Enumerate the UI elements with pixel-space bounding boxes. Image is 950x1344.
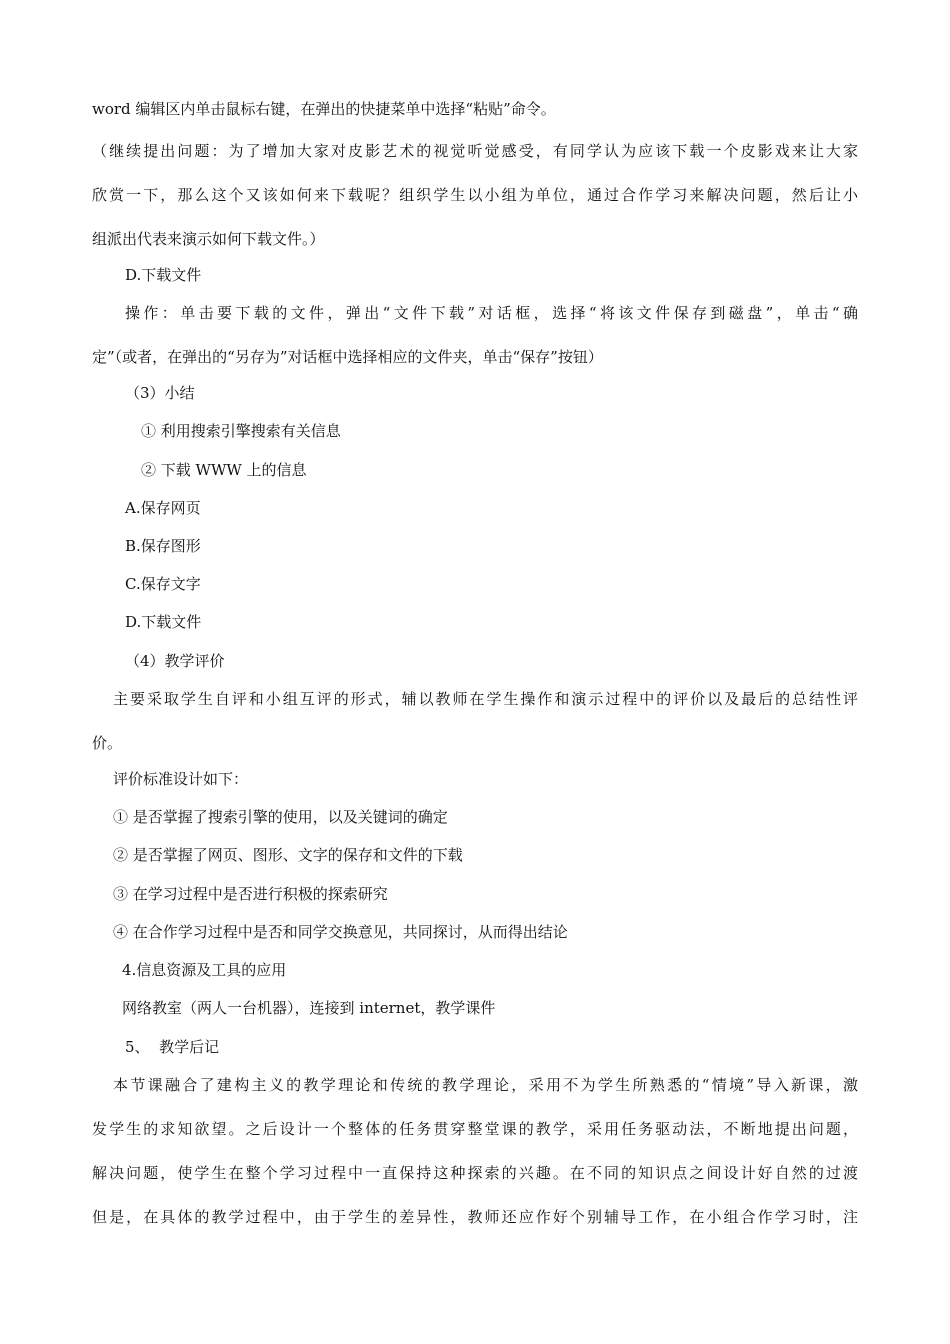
section-heading: （4）教学评价 — [125, 652, 225, 670]
paragraph-line: 价。 — [92, 734, 123, 752]
paragraph-line: 欣赏一下，那么这个又该如何来下载呢？组织学生以小组为单位，通过合作学习来解决问题，然后让小 — [92, 186, 858, 204]
paragraph-line: 主要采取学生自评和小组互评的形式，辅以教师在学生操作和演示过程中的评价以及最后的总结性评 — [113, 690, 858, 708]
criteria-item: ① 是否掌握了搜索引擎的使用，以及关键词的确定 — [113, 808, 448, 826]
paragraph-line: 定”（或者，在弹出的“另存为”对话框中选择相应的文件夹，单击“保存”按钮） — [92, 348, 603, 366]
paragraph-line: 组派出代表来演示如何下载文件。） — [92, 230, 325, 248]
paragraph-line: 本节课融合了建构主义的教学理论和传统的教学理论，采用不为学生所熟悉的“情境”导入新课，激 — [113, 1076, 858, 1094]
paragraph-line: 评价标准设计如下： — [113, 770, 249, 788]
criteria-item: ② 是否掌握了网页、图形、文字的保存和文件的下载 — [113, 846, 463, 864]
summary-item: ② 下载 WWW 上的信息 — [141, 461, 307, 479]
paragraph-line: （继续提出问题：为了增加大家对皮影艺术的视觉听觉感受，有同学认为应该下载一个皮影戏来让大家 — [92, 142, 858, 160]
paragraph-line: 但是，在具体的教学过程中，由于学生的差异性，教师还应作好个别辅导工作，在小组合作学习时，注 — [92, 1208, 858, 1226]
section-heading: 5、 教学后记 — [125, 1038, 220, 1056]
paragraph-line: word 编辑区内单击鼠标右键，在弹出的快捷菜单中选择“粘贴”命令。 — [92, 100, 556, 118]
paragraph-line: 网络教室（两人一台机器），连接到 internet，教学课件 — [122, 999, 496, 1017]
section-heading: （3）小结 — [125, 384, 195, 402]
section-heading: D.下载文件 — [125, 266, 202, 284]
section-heading: 4.信息资源及工具的应用 — [122, 961, 287, 979]
summary-subitem: C.保存文字 — [125, 575, 201, 593]
summary-subitem: D.下载文件 — [125, 613, 202, 631]
summary-subitem: B.保存图形 — [125, 537, 201, 555]
summary-subitem: A.保存网页 — [125, 499, 201, 517]
criteria-item: ③ 在学习过程中是否进行积极的探索研究 — [113, 885, 388, 903]
criteria-item: ④ 在合作学习过程中是否和同学交换意见，共同探讨，从而得出结论 — [113, 923, 568, 941]
paragraph-line: 发学生的求知欲望。之后设计一个整体的任务贯穿整堂课的教学，采用任务驱动法，不断地提出问题， — [92, 1120, 858, 1138]
paragraph-line: 解决问题，使学生在整个学习过程中一直保持这种探索的兴趣。在不同的知识点之间设计好自然的过渡 — [92, 1164, 858, 1182]
summary-item: ① 利用搜索引擎搜索有关信息 — [141, 422, 341, 440]
paragraph-line: 操作：单击要下载的文件，弹出“文件下载”对话框，选择“将该文件保存到磁盘”，单击“确 — [125, 304, 858, 322]
